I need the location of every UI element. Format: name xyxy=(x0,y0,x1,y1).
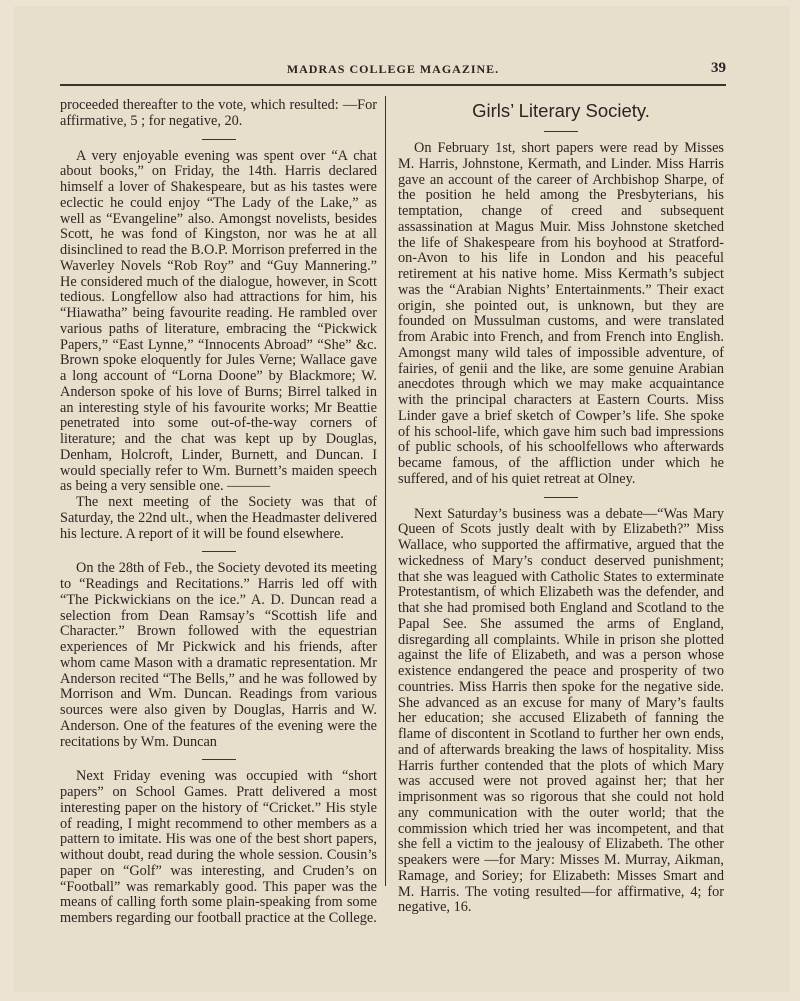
chat-about-books-paragraph: A very enjoyable evening was spent over “A chat about books,” on Friday, the 14th. Harris declared himself a lover of Shakespeare, but as his tastes were eclectic he could enjoy “The Lady of the Lake,” as well as “Evangeline” also. Amongst novelists, besides Scott, he was fond of Kingston, nor was he at all disinclined to read the B.O.P. Morrison preferred in the Waverley Novels “Rob Roy” and “Guy Mannering.” He considered much of the dialogue, however, in Scott tedious. Longfellow also had attractions for him, his “Hiawatha” being favourite reading. He rambled over various paths of literature, embracing the “Pickwick Papers,” “East Lynne,” “Innocents Abroad” “She” &c. Brown spoke eloquently for Jules Verne; Wallace gave a long account of “Lorna Doone” by Blackmore; W. Anderson spoke of his love of Burns; Birrel talked in an interesting style of his favourite works; Mr Beattie penetrated into some out-of-the-way corners of literature; and the chat was kept up by Douglas, Denham, Holcroft, Linder, Burnett, and Duncan. I would specially refer to Wm. Burnett’s maiden speech as being a very sensible one. ——— xyxy=(60,147,377,495)
header-rule xyxy=(60,84,726,86)
readings-recitations-paragraph: On the 28th of Feb., the Society devoted its meeting to “Readings and Recitations.” Harris led off with “The Pickwickians on the ice.” A. D. Duncan read a selection from Dean Ramsay’s “Scottish life and Character.” Brown followed with the equestrian experiences of Mr Pickwick and his friends, after whom came Mason with a dramatic representation. Mr Anderson recited “The Bells,” and he was followed by Morrison and Wm. Duncan. Readings from various sources were also given by Douglas, Harris and W. Anderson. One of the features of the evening were the recitations by Wm. Duncan xyxy=(60,560,377,750)
short-papers-paragraph: On February 1st, short papers were read by Misses M. Harris, Johnstone, Kermath, and Linder. Miss Harris gave an account of the career of Archbishop Sharpe, of the position he held among the Presbyterians, his temptation, change of creed and subsequent assassination at Magus Muir. Miss Johnstone sketched the life of Shakespeare from his boyhood at Stratford-on-Avon to his life in London and his peaceful retirement at his native home. Miss Kermath’s subject was the “Arabian Nights’ Entertainments.” Their exact origin, she pointed out, is unknown, but they are founded on Mussulman customs, and were translated from Arabic into French, and from French into English. Amongst many wild tales of impossible adventure, of fairies, of genii and the like, are some genuine Arabian anecdotes through which we may make acquaintance with the principal characters at Eastern Courts. Miss Linder gave a brief sketch of Cowper’s life. She spoke of his school-life, which gave him such bad impressions of public schools, of his schoolfellows who afterwards became famous, of the affliction under which he suffered, and of his quiet retreat at Olney. xyxy=(398,140,724,487)
section-separator xyxy=(544,131,578,132)
right-column xyxy=(398,98,724,916)
left-column xyxy=(60,98,377,927)
next-meeting-paragraph: The next meeting of the Society was that of Saturday, the 22nd ult., when the Headmaster delivered his lecture. A report of it will be found elsewhere. xyxy=(60,494,377,542)
column-divider xyxy=(385,96,386,886)
section-separator xyxy=(202,139,236,140)
section-heading: Girls’ Literary Society. xyxy=(472,100,650,121)
running-head xyxy=(60,60,726,82)
page-number: 39 xyxy=(711,60,726,76)
debate-paragraph: Next Saturday’s business was a debate—“Was Mary Queen of Scots justly dealt with by Elizabeth?” Miss Wallace, who supported the affirmative, argued that the wickedness of Mary’s conduct deserved punishment; that she was leagued with Catholic States to exterminate Protestantism, of which Elizabeth was the defender, and that she had promised both England and Scotland to the Papal See. She assumed the arms of England, disregarding all complaints. While in prison she plotted against the life of Elizabeth, and was a person whose existence endangered the peace and prosperity of two countries. Miss Harris then spoke for the negative side. She advanced as an excuse for many of Mary’s faults her education; she accused Elizabeth of fanning the flame of discontent in Scotland to further her own ends, and of afterwards breaking the laws of hospitality. Miss Harris further contended that the plots of which Mary was accused were not proved against her; that her imprisonment was so rigorous that she could not hold any communication with the outer world; that the commission which tried her was incompetent, and that she fell a victim to the jealousy of Elizabeth. The other speakers were —for Mary: Misses M. Murray, Aikman, Ramage, and Soriey; for Elizabeth: Misses Smart and M. Harris. The voting resulted—for affirmative, 4; for negative, 16. xyxy=(398,505,724,916)
section-separator xyxy=(202,759,236,760)
vote-result-paragraph: proceeded thereafter to the vote, which resulted: —For affirmative, 5 ; for negative, 20. xyxy=(60,97,377,129)
section-separator xyxy=(202,551,236,552)
magazine-title: MADRAS COLLEGE MAGAZINE. xyxy=(286,62,500,76)
school-games-paragraph: Next Friday evening was occupied with “short papers” on School Games. Pratt delivered a most interesting paper on the history of “Cricket.” His style of reading, I might recommend to other members as a pattern to imitate. His was one of the best short papers, without doubt, read during the whole session. Cousin’s paper on “Golf” was interesting, and Cruden’s on “Football” was remarkably good. This paper was the means of calling forth some plain-speaking from some members regarding our football practice at the College. xyxy=(60,768,377,926)
section-separator xyxy=(544,497,578,498)
